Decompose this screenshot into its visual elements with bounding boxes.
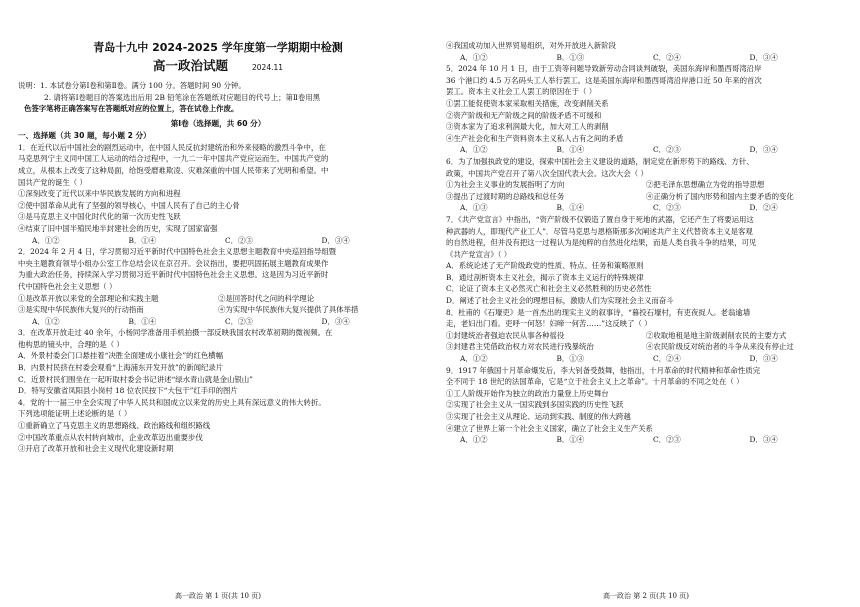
option-a: A．①② (460, 435, 488, 445)
option-a: A．①② (32, 235, 60, 245)
statement-line: ②资产阶级和无产阶级之间的阶级矛盾不可缓和 (446, 110, 602, 120)
statement-pair (446, 179, 846, 191)
section-title: 第Ⅰ卷（选择题，共 60 分） (170, 118, 266, 128)
option-a: A．①② (460, 145, 488, 155)
question-line: 国共产党的诞生（ ） (18, 177, 87, 187)
statement: ④农民阶级反对统治者的斗争从来没有停止过 (646, 342, 794, 352)
option-d: D．③④ (321, 316, 350, 326)
part-label: 一、选择题（共 30 题，每小题 2 分） (18, 130, 151, 140)
option-a: A．①③ (460, 203, 488, 213)
statement-pair (446, 341, 846, 353)
option-c: C．论证了资本主义必然灭亡和社会主义必然胜利的历史必然性 (446, 284, 652, 294)
answer-options (446, 353, 846, 365)
option-a: A．①② (460, 354, 488, 364)
statement-pair (446, 191, 846, 203)
page-footer-right: 高一政治 第 2 页(共 10 页) (603, 592, 689, 600)
option-b: B．①④ (556, 203, 585, 213)
option-c: C．②③ (653, 203, 681, 213)
question-1 (18, 142, 418, 246)
statement: ④正确分析了国内形势和国内主要矛盾的变化 (646, 191, 794, 201)
option-c: C．②③ (653, 435, 681, 445)
question-line: 8．杜甫的《石壕吏》是一首杰出的现实主义的叙事诗，“暮投石壕村，有吏夜捉人。老翁逾墙 (446, 307, 751, 317)
exam-instructions (18, 80, 418, 115)
option-c: C．②③ (653, 145, 681, 155)
question-line: 成立，从根本上改变了这种局面，给饱受磨难欺凌、灾难深重的中国人民带来了光明和希望。中 (18, 165, 329, 175)
statement-line: ②中国改革重点从农村转向城市，企业改革迈出重要步伐 (18, 432, 203, 442)
question-line: 他构思的镜头中，合理的是（ ） (18, 339, 124, 349)
statement: ④为实现中华民族伟大复兴提供了具体举措 (218, 305, 359, 315)
question-line: 代中国特色社会主义思想（ ） (18, 281, 117, 291)
option-d: D．③④ (749, 435, 778, 445)
option-a: A．系统论述了无产阶级政党的性质、特点、任务和策略原则 (446, 261, 644, 271)
option-d: D．③④ (749, 52, 778, 62)
option-c: C．②③ (225, 316, 253, 326)
statement-pair (18, 304, 418, 316)
statement-line: ①罢工能促使资本家采取相关措施，改变剥削关系 (446, 98, 609, 108)
statement: ①为社会主义事业的发展指明了方向 (446, 180, 565, 190)
option-b: B．①④ (128, 235, 157, 245)
statement-line: ④我国成功加入世界贸易组织，对外开放进入新阶段 (446, 41, 616, 50)
question-line: 走，老妇出门看。吏呼一何怒！妇啼一何苦……”这反映了（ ） (446, 319, 652, 329)
statement-line: ①重新确立了马克思主义的思想路线、政治路线和组织路线 (18, 421, 211, 431)
question-5 (446, 63, 846, 156)
school-exam-heading: 青岛十九中 2024-2025 学年度第一学期期中检测 (93, 41, 343, 54)
question-line: 中央主题教育领导小组办公室工作总结会议在京召开。会议指出，要把巩固拓展主题教育成果作 (18, 258, 329, 268)
option-d: D．特写安徽省凤阳县小岗村 18 位农民按下“大包干”红手印的图片 (18, 386, 238, 396)
statement: ③提出了过渡时期的总路线和总任务 (446, 191, 565, 201)
statement: ②把毛泽东思想确立为党的指导思想 (646, 180, 765, 190)
question-line: 7．《共产党宣言》中指出，“资产阶级不仅锻造了置自身于死地的武器，它还产生了将要运用这 (446, 214, 754, 224)
question-line: 马克思列宁主义同中国工人运动的结合过程中，一九二一年中国共产党应运而生。中国共产党的 (18, 154, 329, 164)
instruction-line: 说明：1. 本试卷分第Ⅰ卷和第Ⅱ卷。满分 100 分。答题时间 90 分钟。 (18, 81, 246, 90)
question-3 (18, 327, 418, 397)
question-line: 36 个港口约 4.5 万名码头工人举行罢工。这是美国东海岸和墨西哥湾沿岸港口近 50 年来的首次 (446, 75, 762, 85)
statement-line: ③开启了改革开放和社会主义现代化建设新时期 (18, 444, 174, 454)
statement-line: ①深刻改变了近代以来中华民族发展的方向和进程 (18, 189, 181, 199)
statement-pair (18, 293, 418, 305)
option-b: B．内景村民挤在村委会观看“上海浦东开发开放”的新闻纪录片 (18, 363, 224, 373)
page-footer-left: 高一政治 第 1 页(共 10 页) (175, 592, 261, 600)
question-line: 3．在改革开放走过 40 余年，小杨同学准备用手机拍摄一部反映我国农村改革初期的微视频。在 (18, 328, 333, 338)
option-c: C．②③ (225, 235, 253, 245)
statement: ①封建统治者强迫农民从事各种徭役 (446, 330, 565, 340)
statement: ②是回答时代之问的科学理论 (218, 293, 315, 303)
instruction-line: 色签字笔将正确答案写在答题纸对应的位置上，答在试卷上作废。 (24, 104, 239, 114)
option-a: A．外景村委会门口悬挂着“决胜全面建成小康社会”的红色横幅 (18, 351, 224, 361)
answer-options (18, 235, 418, 247)
question-4-continued (446, 40, 846, 63)
option-b: B．①③ (556, 52, 585, 62)
question-line: 2．2024 年 2 月 4 日，学习贯彻习近平新时代中国特色社会主义思想主题教育中央巡回指导组暨 (18, 247, 337, 257)
option-a: A．①② (32, 316, 60, 326)
statement-line: ②实现了社会主义从一国实践到多国实践的历史性飞跃 (446, 400, 624, 410)
statement-line: ①工人阶级开始作为独立的政治力量登上历史舞台 (446, 388, 609, 398)
option-c: C．近景村民们围坐在一起听取村委会书记讲述“绿水青山就是金山银山” (18, 374, 253, 384)
page-2 (446, 0, 846, 607)
question-line: 4．党的十一届三中全会实现了中华人民共和国成立以来党的历史上具有深远意义的伟大转折。 (18, 397, 326, 407)
statement-line: ③是马克思主义中国化时代化的第一次历史性飞跃 (18, 212, 181, 222)
statement-pair (446, 330, 846, 342)
answer-options (446, 144, 846, 156)
statement: ③封建君主凭借政治权力对农民进行残暴统治 (446, 342, 594, 352)
question-line: 1．在近代以后中国社会的剧烈运动中，在中国人民反抗封建统治和外来侵略的激烈斗争中，在 (18, 142, 326, 152)
top-margin (446, 0, 846, 40)
statement: ③是实现中华民族伟大复兴的行动指南 (18, 305, 144, 315)
question-line: 的自然进程，但并没有把这一过程认为是纯粹的自然进化结果，而是人类自我斗争的结果，可见 (446, 238, 757, 248)
question-6 (446, 156, 846, 214)
option-b: B．①③ (556, 354, 585, 364)
question-line: 全不同于 18 世纪的法国革命，它是“立于社会主义上之革命”。十月革命的不同之处在（ ） (446, 377, 744, 387)
question-line: 下列选项能证明上述论断的是（ ） (18, 409, 132, 419)
question-line: 9．1917 年俄国十月革命爆发后，李大钊备受鼓舞，他指出，十月革命的时代精神和革命性质完 (446, 365, 761, 375)
statement-line: ②使中国革命从此有了坚强的领导核心，中国人民有了自己的主心骨 (18, 200, 240, 210)
question-8 (446, 307, 846, 365)
statement: ②收取地租是地主阶级剥削农民的主要方式 (646, 330, 787, 340)
statement-line: ③资本家为了追求利润最大化，加大对工人的剥削 (446, 122, 609, 132)
answer-options (446, 202, 846, 214)
option-d: D．③④ (321, 235, 350, 245)
question-line: 为重大政治任务，持续深入学习贯彻习近平新时代中国特色社会主义思想。这是因为习近平新时 (18, 270, 329, 280)
exam-title (18, 57, 418, 76)
answer-options (18, 316, 418, 328)
option-d: D．③④ (749, 354, 778, 364)
option-d: D．②④ (749, 203, 778, 213)
question-line: 政策，中国共产党召开了第八次全国代表大会。这次大会（ ） (446, 168, 648, 178)
question-line: 5．2024 年 10 月 1 日，由于工资等问题导致新劳动合同谈判破裂，美国东海岸和墨西哥湾沿岸 (446, 64, 762, 74)
option-b: B．①④ (556, 145, 585, 155)
question-7 (446, 214, 846, 307)
option-c: C．②④ (653, 354, 681, 364)
option-a: A．①② (460, 52, 488, 62)
option-b: B．①④ (556, 435, 585, 445)
question-4 (18, 397, 418, 455)
exam-date: 2024.11 (252, 63, 284, 72)
statement: ①是改革开放以来党的全部理论和实践主题 (18, 293, 159, 303)
answer-options (446, 434, 846, 446)
question-2 (18, 246, 418, 327)
exam-subject-title: 高一政治试题 (152, 58, 228, 73)
option-b: B．①④ (128, 316, 157, 326)
statement-line: ④结束了旧中国半殖民地半封建社会的历史，实现了国家富强 (18, 223, 218, 233)
question-line: 种武器的人，即现代产业工人”．尽管马克思与恩格斯那多次阐述共产主义代替资本主义是客观 (446, 226, 753, 236)
statement-line: ④生产社会化和生产资料资本主义私人占有之间的矛盾 (446, 133, 624, 143)
option-c: C．②④ (653, 52, 681, 62)
instruction-line: 2. 请将第Ⅰ卷题目的答案选出后用 2B 铅笔涂在答题纸对应题目的代号上；第Ⅱ卷用黑 (44, 92, 321, 102)
answer-options (446, 52, 846, 64)
statement-line: ③实现了社会主义从理论、运动到实践、制度的伟大跨越 (446, 412, 631, 421)
question-9 (446, 365, 846, 446)
statement-line: ④建立了世界上第一个社会主义国家，确立了社会主义生产关系 (446, 423, 653, 433)
question-line: 《共产党宣言》（ ） (446, 249, 512, 259)
page-1 (18, 0, 418, 607)
question-line: 6．为了加强执政党的建设，探索中国社会主义建设的道路，制定党在新形势下的路线、方针、 (446, 156, 754, 166)
question-line: 罢工。资本主义社会工人罢工的原因在于（ ） (446, 87, 597, 97)
option-d: D．阐述了社会主义社会的理想目标，激励人们为实现社会主义而奋斗 (446, 296, 674, 306)
option-b: B．通过剖析资本主义社会，揭示了资本主义运行的特殊规律 (446, 272, 644, 282)
option-d: D．③④ (749, 145, 778, 155)
